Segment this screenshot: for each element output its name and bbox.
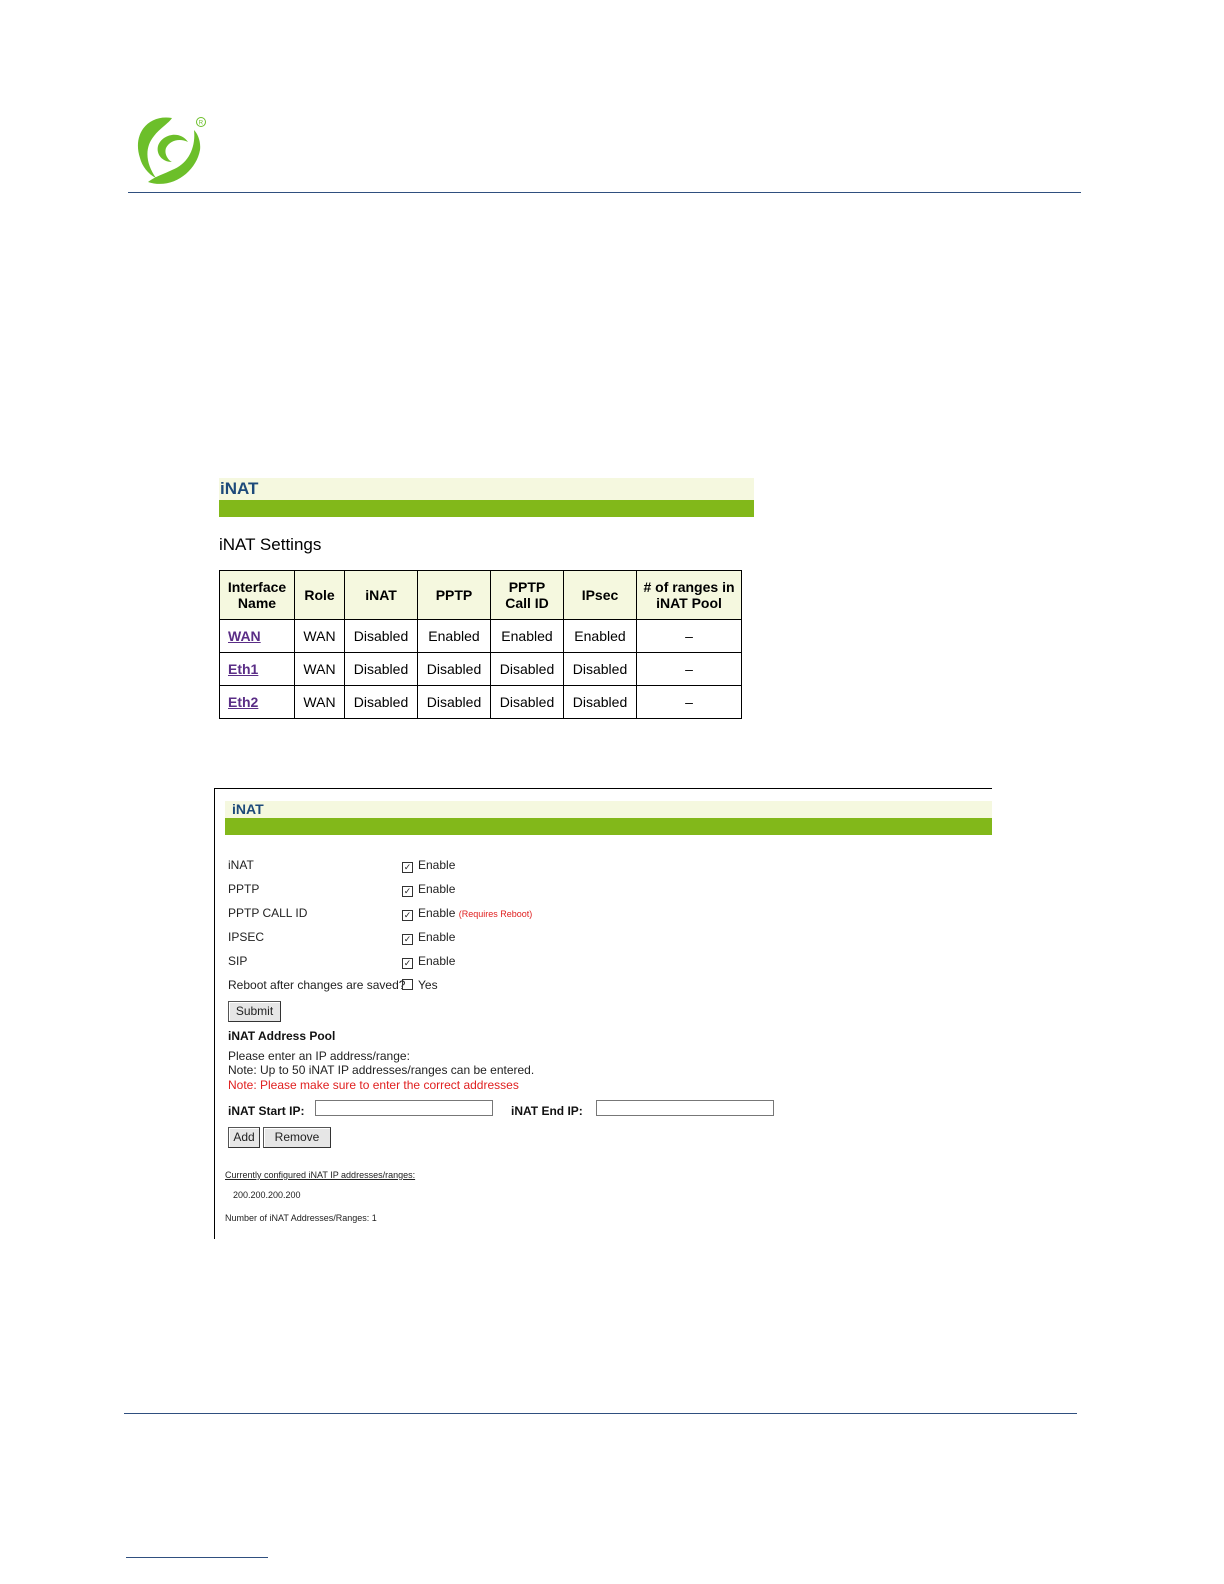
interface-link-eth1[interactable]: Eth1 xyxy=(228,661,259,677)
footnote-rule xyxy=(126,1557,268,1558)
table-cell: Enabled xyxy=(418,620,491,653)
column-header-label: Interface Name xyxy=(227,579,287,611)
table-cell: – xyxy=(637,653,742,686)
table-cell xyxy=(220,686,295,719)
setting-option xyxy=(402,929,455,945)
end-ip-input[interactable] xyxy=(596,1100,774,1116)
table-cell: Disabled xyxy=(564,653,637,686)
inat-config-header xyxy=(225,801,992,835)
table-cell: Disabled xyxy=(491,686,564,719)
checkbox-label: Enable xyxy=(418,954,456,968)
table-cell: WAN xyxy=(295,653,345,686)
ipsec-enable-checkbox[interactable]: ✓ xyxy=(403,934,412,944)
pptp-call-id-enable-checkbox[interactable]: ✓ xyxy=(403,910,412,920)
table-row xyxy=(220,620,742,653)
pool-warning: Note: Please make sure to enter the correct addresses xyxy=(228,1078,519,1092)
column-header-label: PPTP Call ID xyxy=(505,579,549,611)
sip-enable-checkbox[interactable]: ✓ xyxy=(403,958,412,968)
column-header xyxy=(564,571,637,620)
checkbox-label: Enable xyxy=(418,858,456,872)
table-cell: Disabled xyxy=(345,686,418,719)
table-cell: Disabled xyxy=(491,653,564,686)
table-cell: WAN xyxy=(295,686,345,719)
table-cell: Enabled xyxy=(564,620,637,653)
configured-entry: 200.200.200.200 xyxy=(233,1190,301,1200)
table-cell: Disabled xyxy=(418,686,491,719)
reboot-yes-checkbox[interactable] xyxy=(402,979,413,990)
panel-title: iNAT xyxy=(232,801,264,817)
inat-config-panel xyxy=(214,788,992,1239)
remove-button[interactable]: Remove xyxy=(263,1127,331,1148)
setting-label: iNAT xyxy=(228,858,254,872)
pool-limit-note: Note: Up to 50 iNAT IP addresses/ranges can be entered. xyxy=(228,1063,535,1077)
interface-link-eth2[interactable]: Eth2 xyxy=(228,694,259,710)
column-header xyxy=(220,571,295,620)
setting-option xyxy=(402,881,455,897)
section-title: iNAT Settings xyxy=(219,535,322,554)
column-header xyxy=(637,571,742,620)
setting-label: SIP xyxy=(228,954,248,968)
pool-heading: iNAT Address Pool xyxy=(228,1029,336,1043)
table-cell xyxy=(220,620,295,653)
setting-label: PPTP CALL ID xyxy=(228,906,308,920)
requires-reboot-note: (Requires Reboot) xyxy=(458,909,533,919)
panel-header xyxy=(219,478,754,500)
column-header xyxy=(418,571,491,620)
table-cell: Disabled xyxy=(345,653,418,686)
table-cell xyxy=(220,653,295,686)
pool-instructions: Please enter an IP address/range: xyxy=(228,1049,410,1063)
column-header-label: # of ranges in iNAT Pool xyxy=(643,579,735,611)
setting-option xyxy=(402,953,455,969)
table-cell: Disabled xyxy=(564,686,637,719)
add-button[interactable]: Add xyxy=(228,1127,260,1148)
footer-rule xyxy=(124,1413,1077,1414)
configured-heading: Currently configured iNAT IP addresses/ranges: xyxy=(225,1170,416,1180)
table-cell: Disabled xyxy=(345,620,418,653)
column-header xyxy=(345,571,418,620)
table-row xyxy=(220,653,742,686)
panel-accent-bar xyxy=(225,818,992,835)
table-cell: – xyxy=(637,686,742,719)
pptp-enable-checkbox[interactable]: ✓ xyxy=(403,886,412,896)
submit-button[interactable]: Submit xyxy=(228,1001,281,1022)
column-header-label: PPTP xyxy=(435,587,473,603)
inat-settings-panel xyxy=(219,478,754,722)
setting-label: IPSEC xyxy=(228,930,265,944)
panel-header xyxy=(225,801,992,818)
start-ip-input[interactable] xyxy=(315,1100,493,1116)
setting-option xyxy=(402,977,438,993)
column-header-label: iNAT xyxy=(365,587,397,603)
company-logo xyxy=(128,112,212,186)
table-header-row xyxy=(220,571,742,620)
column-header xyxy=(295,571,345,620)
table-cell: WAN xyxy=(295,620,345,653)
inat-enable-checkbox[interactable]: ✓ xyxy=(403,862,412,872)
column-header xyxy=(491,571,564,620)
table-cell: – xyxy=(637,620,742,653)
table-cell: Disabled xyxy=(418,653,491,686)
svg-text:R: R xyxy=(198,120,204,127)
column-header-label: Role xyxy=(304,587,335,603)
inat-settings-table xyxy=(219,570,742,719)
checkbox-label: Enable xyxy=(418,906,456,920)
interface-link-wan[interactable]: WAN xyxy=(228,628,261,644)
setting-option xyxy=(402,905,532,922)
address-count: Number of iNAT Addresses/Ranges: 1 xyxy=(225,1213,377,1223)
setting-label: Reboot after changes are saved? xyxy=(228,978,406,992)
table-cell: Enabled xyxy=(491,620,564,653)
header-rule xyxy=(128,192,1081,193)
checkbox-label: Enable xyxy=(418,882,456,896)
setting-label: PPTP xyxy=(228,882,260,896)
column-header-label: IPsec xyxy=(581,587,619,603)
panel-title: iNAT xyxy=(220,479,259,498)
checkbox-label: Enable xyxy=(418,930,456,944)
table-row xyxy=(220,686,742,719)
checkbox-label: Yes xyxy=(418,978,438,992)
start-ip-label: iNAT Start IP: xyxy=(228,1104,305,1118)
panel-accent-bar xyxy=(219,500,754,517)
setting-option xyxy=(402,857,455,873)
end-ip-label: iNAT End IP: xyxy=(511,1104,583,1118)
